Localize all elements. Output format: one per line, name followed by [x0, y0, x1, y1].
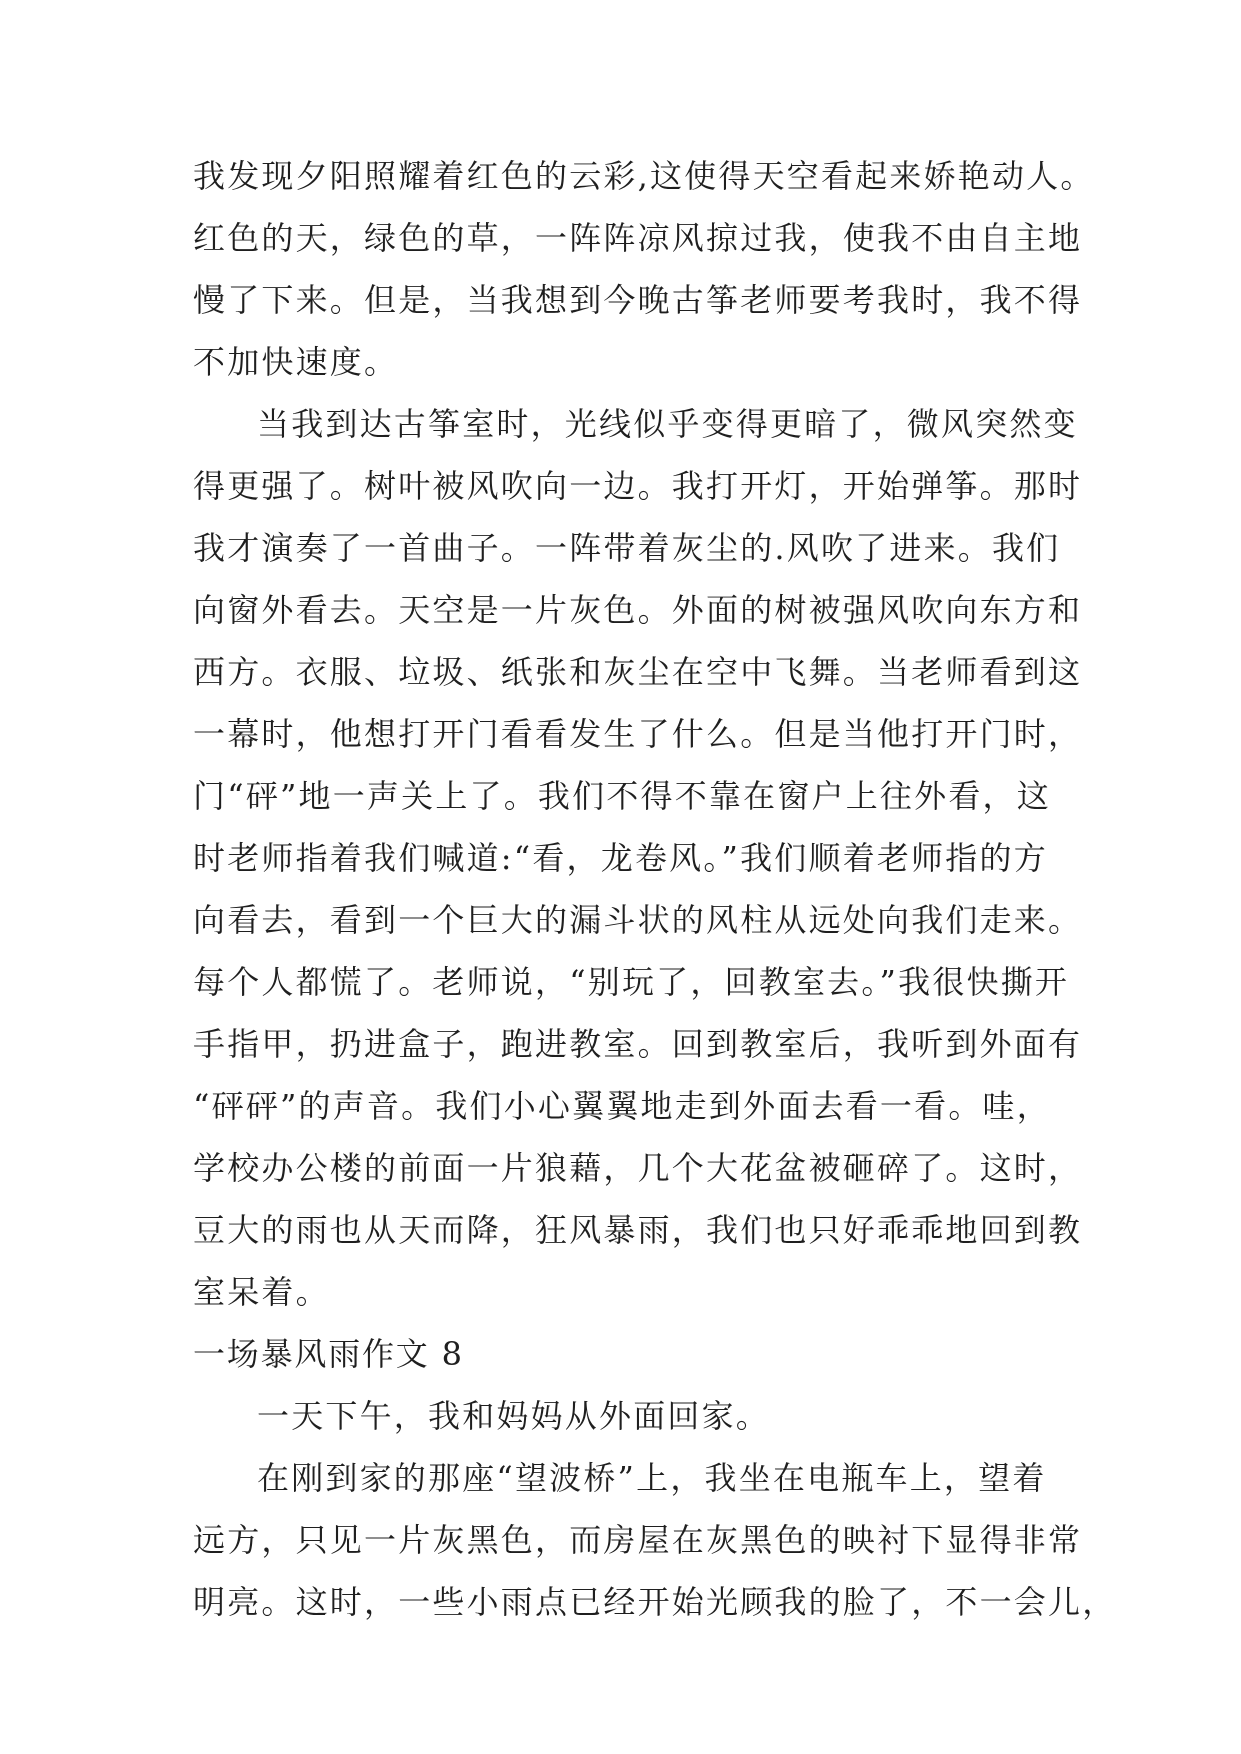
text-line: 慢了下来。但是，当我想到今晚古筝老师要考我时，我不得 — [193, 281, 1083, 319]
text-line: 我才演奏了一首曲子。一阵带着灰尘的.风吹了进来。我们 — [193, 529, 1061, 567]
text-line: 一幕时，他想打开门看看发生了什么。但是当他打开门时， — [193, 715, 1083, 753]
paragraph-first-line: 在刚到家的那座“望波桥”上，我坐在电瓶车上，望着 — [257, 1459, 1047, 1497]
text-line: “砰砰”的声音。我们小心翼翼地走到外面去看一看。哇， — [193, 1087, 1051, 1125]
text-line: 我发现夕阳照耀着红色的云彩,这使得天空看起来娇艳动人。 — [193, 157, 1095, 195]
text-line: 学校办公楼的前面一片狼藉，几个大花盆被砸碎了。这时， — [193, 1149, 1083, 1187]
text-line: 西方。衣服、垃圾、纸张和灰尘在空中飞舞。当老师看到这 — [193, 653, 1083, 691]
text-line: 红色的天，绿色的草，一阵阵凉风掠过我，使我不由自主地 — [193, 219, 1083, 257]
text-line: 每个人都慌了。老师说，“别玩了，回教室去。”我很快撕开 — [193, 963, 1070, 1001]
text-line: 豆大的雨也从天而降，狂风暴雨，我们也只好乖乖地回到教 — [193, 1211, 1083, 1249]
paragraph-first-line: 当我到达古筝室时，光线似乎变得更暗了，微风突然变 — [257, 405, 1078, 443]
text-line: 远方，只见一片灰黑色，而房屋在灰黑色的映衬下显得非常 — [193, 1521, 1083, 1559]
text-line: 不加快速度。 — [193, 343, 399, 381]
text-line: 得更强了。树叶被风吹向一边。我打开灯，开始弹筝。那时 — [193, 467, 1083, 505]
text-line: 向看去，看到一个巨大的漏斗状的风柱从远处向我们走来。 — [193, 901, 1083, 939]
text-line: 门“砰”地一声关上了。我们不得不靠在窗户上往外看，这 — [193, 777, 1051, 815]
text-line: 明亮。这时，一些小雨点已经开始光顾我的脸了，不一会儿， — [193, 1583, 1117, 1621]
text-line: 室呆着。 — [193, 1273, 330, 1311]
text-line: 时老师指着我们喊道:“看，龙卷风。”我们顺着老师指的方 — [193, 839, 1048, 877]
text-line: 手指甲，扔进盒子，跑进教室。回到教室后，我听到外面有 — [193, 1025, 1083, 1063]
section-heading: 一场暴风雨作文 8 — [193, 1335, 464, 1373]
text-line: 向窗外看去。天空是一片灰色。外面的树被强风吹向东方和 — [193, 591, 1083, 629]
paragraph-first-line: 一天下午，我和妈妈从外面回家。 — [257, 1397, 771, 1435]
